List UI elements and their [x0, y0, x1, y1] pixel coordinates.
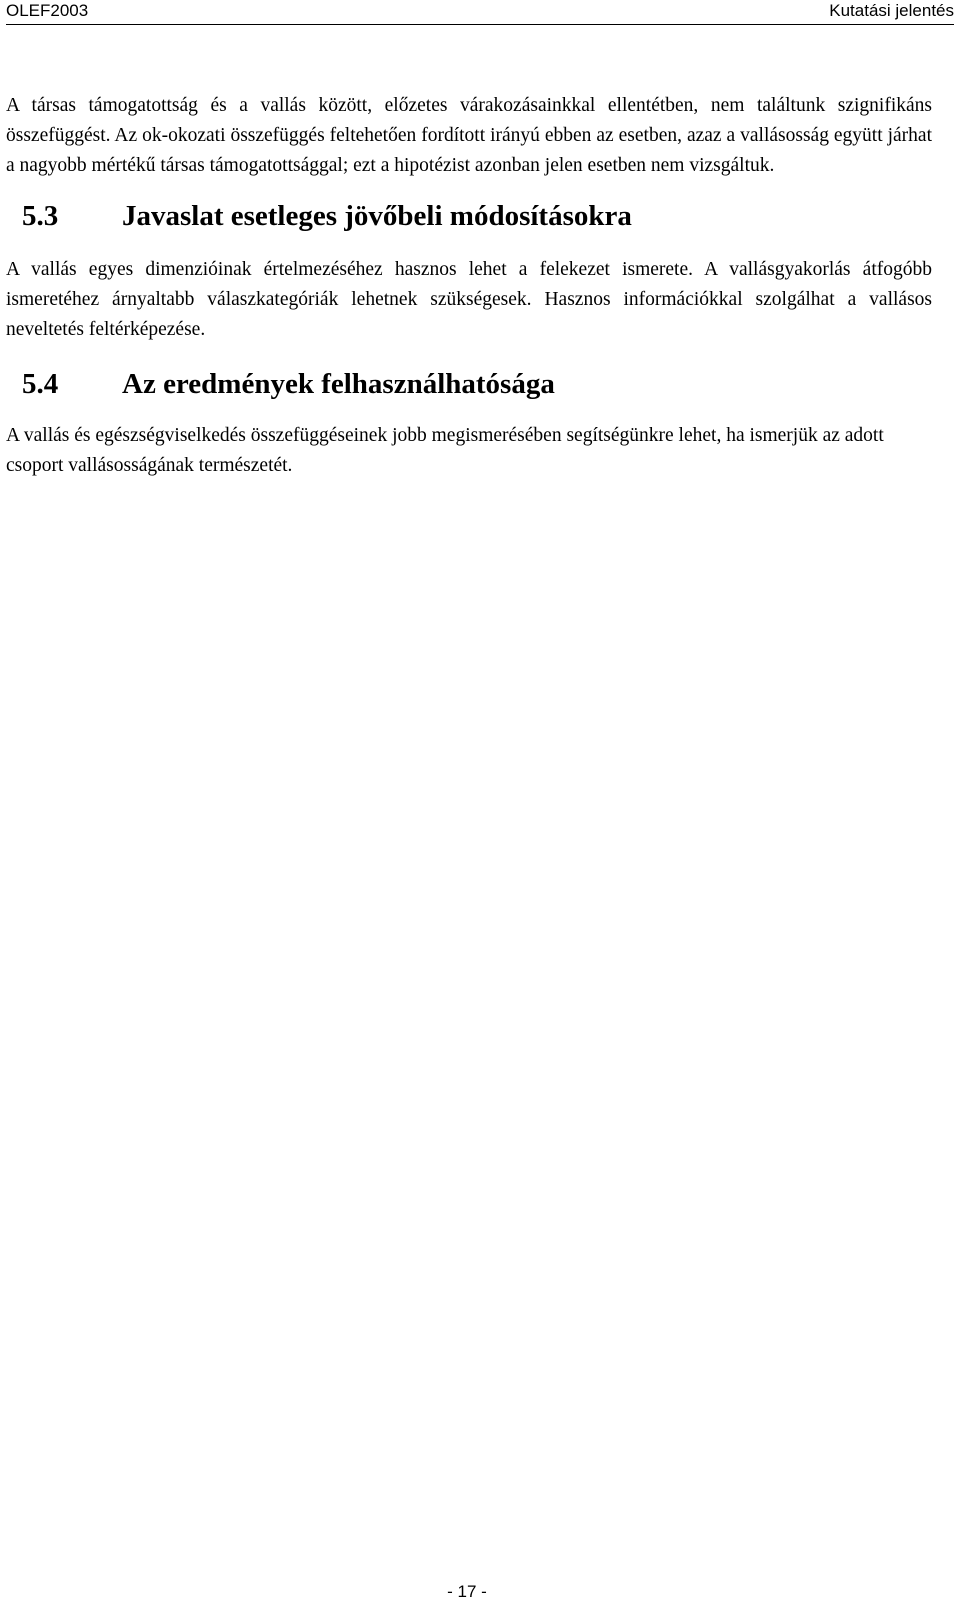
- paragraph-section-5-3: A vallás egyes dimenzióinak értelmezéséhez hasznos lehet a felekezet ismerete. A vallásgyakorlás átfogóbb ismeretéhez árnyaltabb válaszkategóriák lehetnek szükségesek. Hasznos információkkal szolgálhat a vallásos neveltetés feltérképezése.: [6, 259, 932, 340]
- paragraph-intro: A társas támogatottság és a vallás között, előzetes várakozásainkkal ellentétben, nem találtunk szignifikáns összefüggést. Az ok-okozati összefüggés feltehetően fordított irányú ebben az esetben, azaz a vallásosság együtt járhat a nagyobb mértékű társas támogatottsággal; ezt a hipotézist azonban jelen esetben nem vizsgáltuk.: [6, 95, 932, 176]
- header-left-label: OLEF2003: [6, 1, 89, 20]
- section-number-5-3: 5.3: [22, 200, 59, 232]
- section-number-5-4: 5.4: [22, 368, 59, 400]
- page-number: - 17 -: [447, 1582, 487, 1601]
- section-heading-5-4: [6, 367, 932, 401]
- section-heading-5-3: [6, 199, 932, 233]
- section-title-5-3: Javaslat esetleges jövőbeli módosításokra: [122, 200, 632, 232]
- header-right-label: Kutatási jelentés: [829, 1, 954, 20]
- paragraph-section-5-4: A vallás és egészségviselkedés összefüggéseinek jobb megismerésében segítségünkre lehet, ha ismerjük az adott csoport vallásosságának természetét.: [6, 425, 884, 476]
- section-title-5-4: Az eredmények felhasználhatósága: [122, 368, 555, 400]
- page-header: [6, 0, 954, 25]
- document-body: [6, 91, 932, 481]
